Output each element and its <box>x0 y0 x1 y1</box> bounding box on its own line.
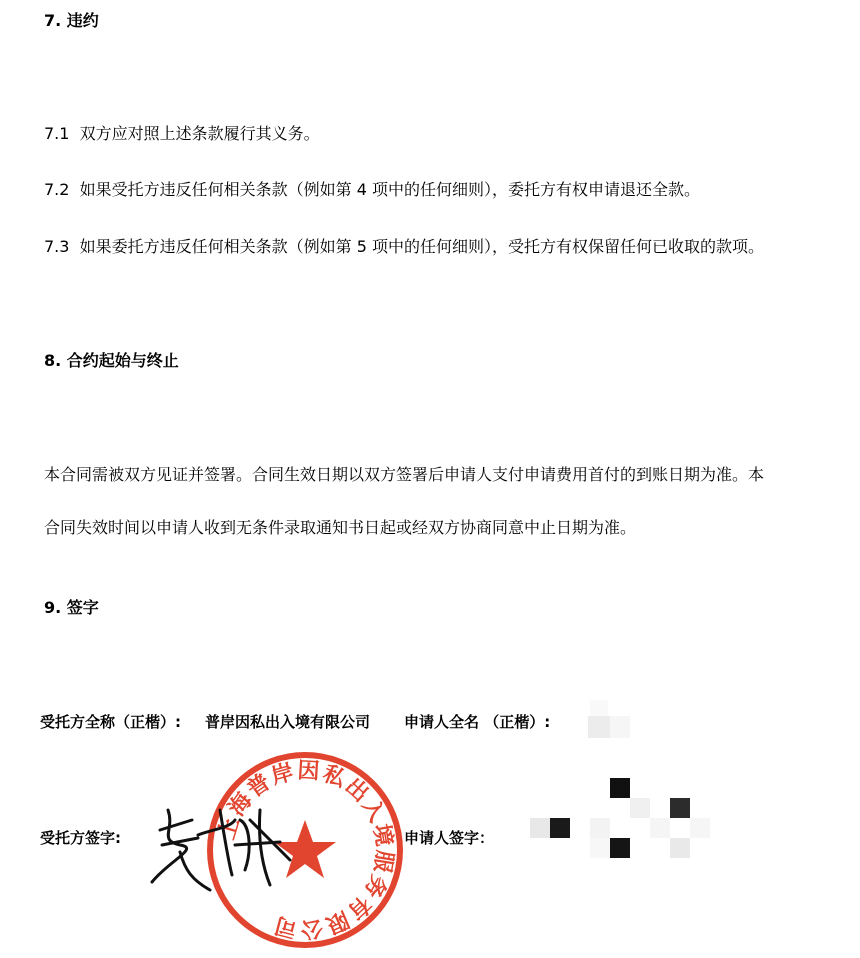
section-9-heading: 9. 签字 <box>44 598 99 617</box>
section-7-heading: 7. 违约 <box>44 11 99 30</box>
applicant-fullname-label: 申请人全名 （正楷）: <box>404 713 551 731</box>
clause-number: 7.3 <box>44 237 70 256</box>
clause-7-3 <box>44 234 764 257</box>
applicant-sign-label: 申请人签字： <box>404 829 495 847</box>
clause-7-2 <box>44 177 700 200</box>
trustee-fullname-label: 受托方全称（正楷）: <box>40 713 181 731</box>
section-8-heading: 8. 合约起始与终止 <box>44 351 179 370</box>
seal-text: 上海普岸因私出入境服务有限公司 <box>214 758 397 942</box>
clause-7-1 <box>44 121 320 144</box>
clause-text: 双方应对照上述条款履行其义务。 <box>79 124 320 143</box>
clause-text: 如果委托方违反任何相关条款（例如第 5 项中的任何细则），受托方有权保留任何已收取的款项。 <box>79 237 764 256</box>
clause-number: 7.1 <box>44 124 70 143</box>
clause-text: 如果受托方违反任何相关条款（例如第 4 项中的任何细则），委托方有权申请退还全款。 <box>79 180 700 199</box>
handwritten-signature <box>140 790 300 900</box>
section-8-paragraph-line-1: 本合同需被双方见证并签署。合同生效日期以双方签署后申请人支付申请费用首付的到账日期为准。本 <box>44 465 765 484</box>
section-8-paragraph-line-2: 合同失效时间以申请人收到无条件录取通知书日起或经双方协商同意中止日期为准。 <box>44 518 637 537</box>
trustee-sign-label: 受托方签字: <box>40 829 121 847</box>
clause-number: 7.2 <box>44 180 70 199</box>
trustee-fullname-value: 普岸因私出入境有限公司 <box>205 713 371 731</box>
